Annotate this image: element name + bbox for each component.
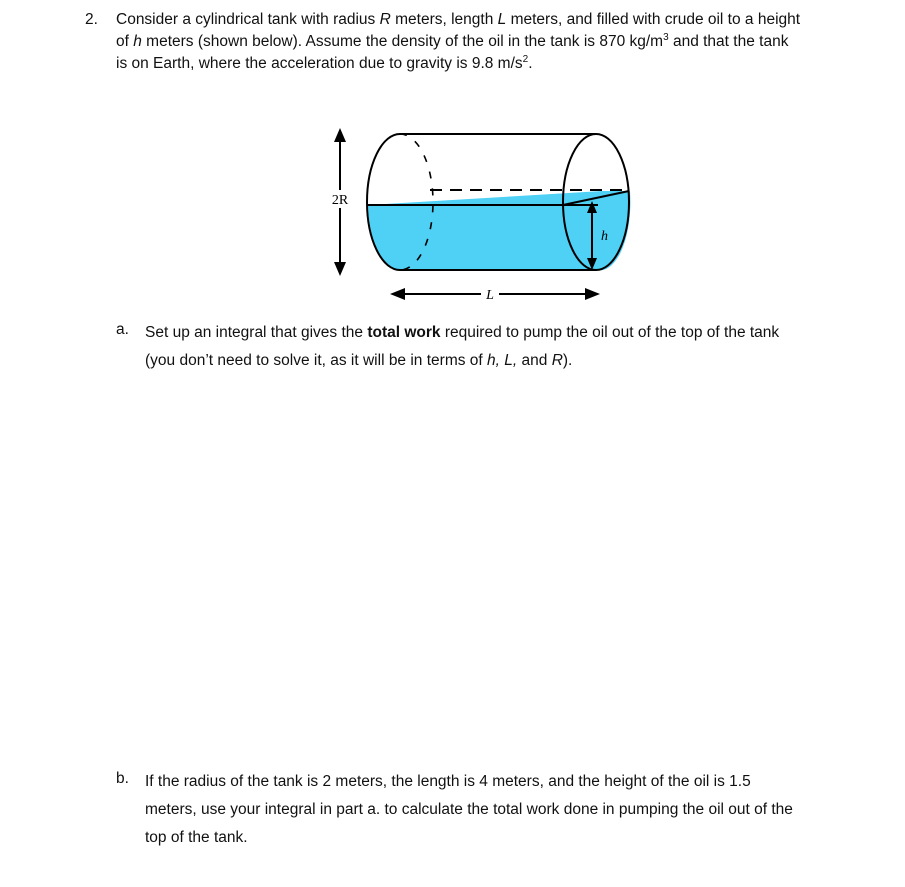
- arrow-2R-up-head: [334, 128, 346, 142]
- part-b-line-2: meters, use your integral in part a. to calculate the total work done in pumping the oil out of the: [145, 801, 793, 818]
- label-L: L: [486, 288, 494, 303]
- arrow-L-left-head: [390, 288, 405, 300]
- question-line-2: of h meters (shown below). Assume the density of the oil in the tank is 870 $kg/m^3$ and that the tank: [116, 31, 789, 50]
- arrow-2R-down-head: [334, 262, 346, 276]
- question-line-1: Consider a cylindrical tank with radius R meters, length L meters, and filled with crude oil to a height: [116, 11, 801, 28]
- part-a-text: [145, 319, 875, 375]
- part-b-line-1: If the radius of the tank is 2 meters, the length is 4 meters, and the height of the oil is 1.5: [145, 773, 751, 790]
- arrow-L-right-head: [585, 288, 600, 300]
- question-line-3: is on Earth, where the acceleration due to gravity is 9.8 $m/s^2$.: [116, 53, 533, 72]
- part-b-line-3: top of the tank.: [145, 829, 248, 846]
- question-number: 2.: [85, 11, 98, 28]
- label-2R: 2R: [331, 193, 349, 208]
- part-a-label: a.: [116, 321, 129, 338]
- part-a-line-2: (you don’t need to solve it, as it will be in terms of h, L, and R).: [145, 352, 573, 369]
- part-b-text: [145, 768, 875, 852]
- label-h: h: [601, 229, 608, 244]
- part-b-label: b.: [116, 770, 129, 787]
- part-a-line-1: Set up an integral that gives the total work required to pump the oil out of the top of the tank: [145, 324, 780, 341]
